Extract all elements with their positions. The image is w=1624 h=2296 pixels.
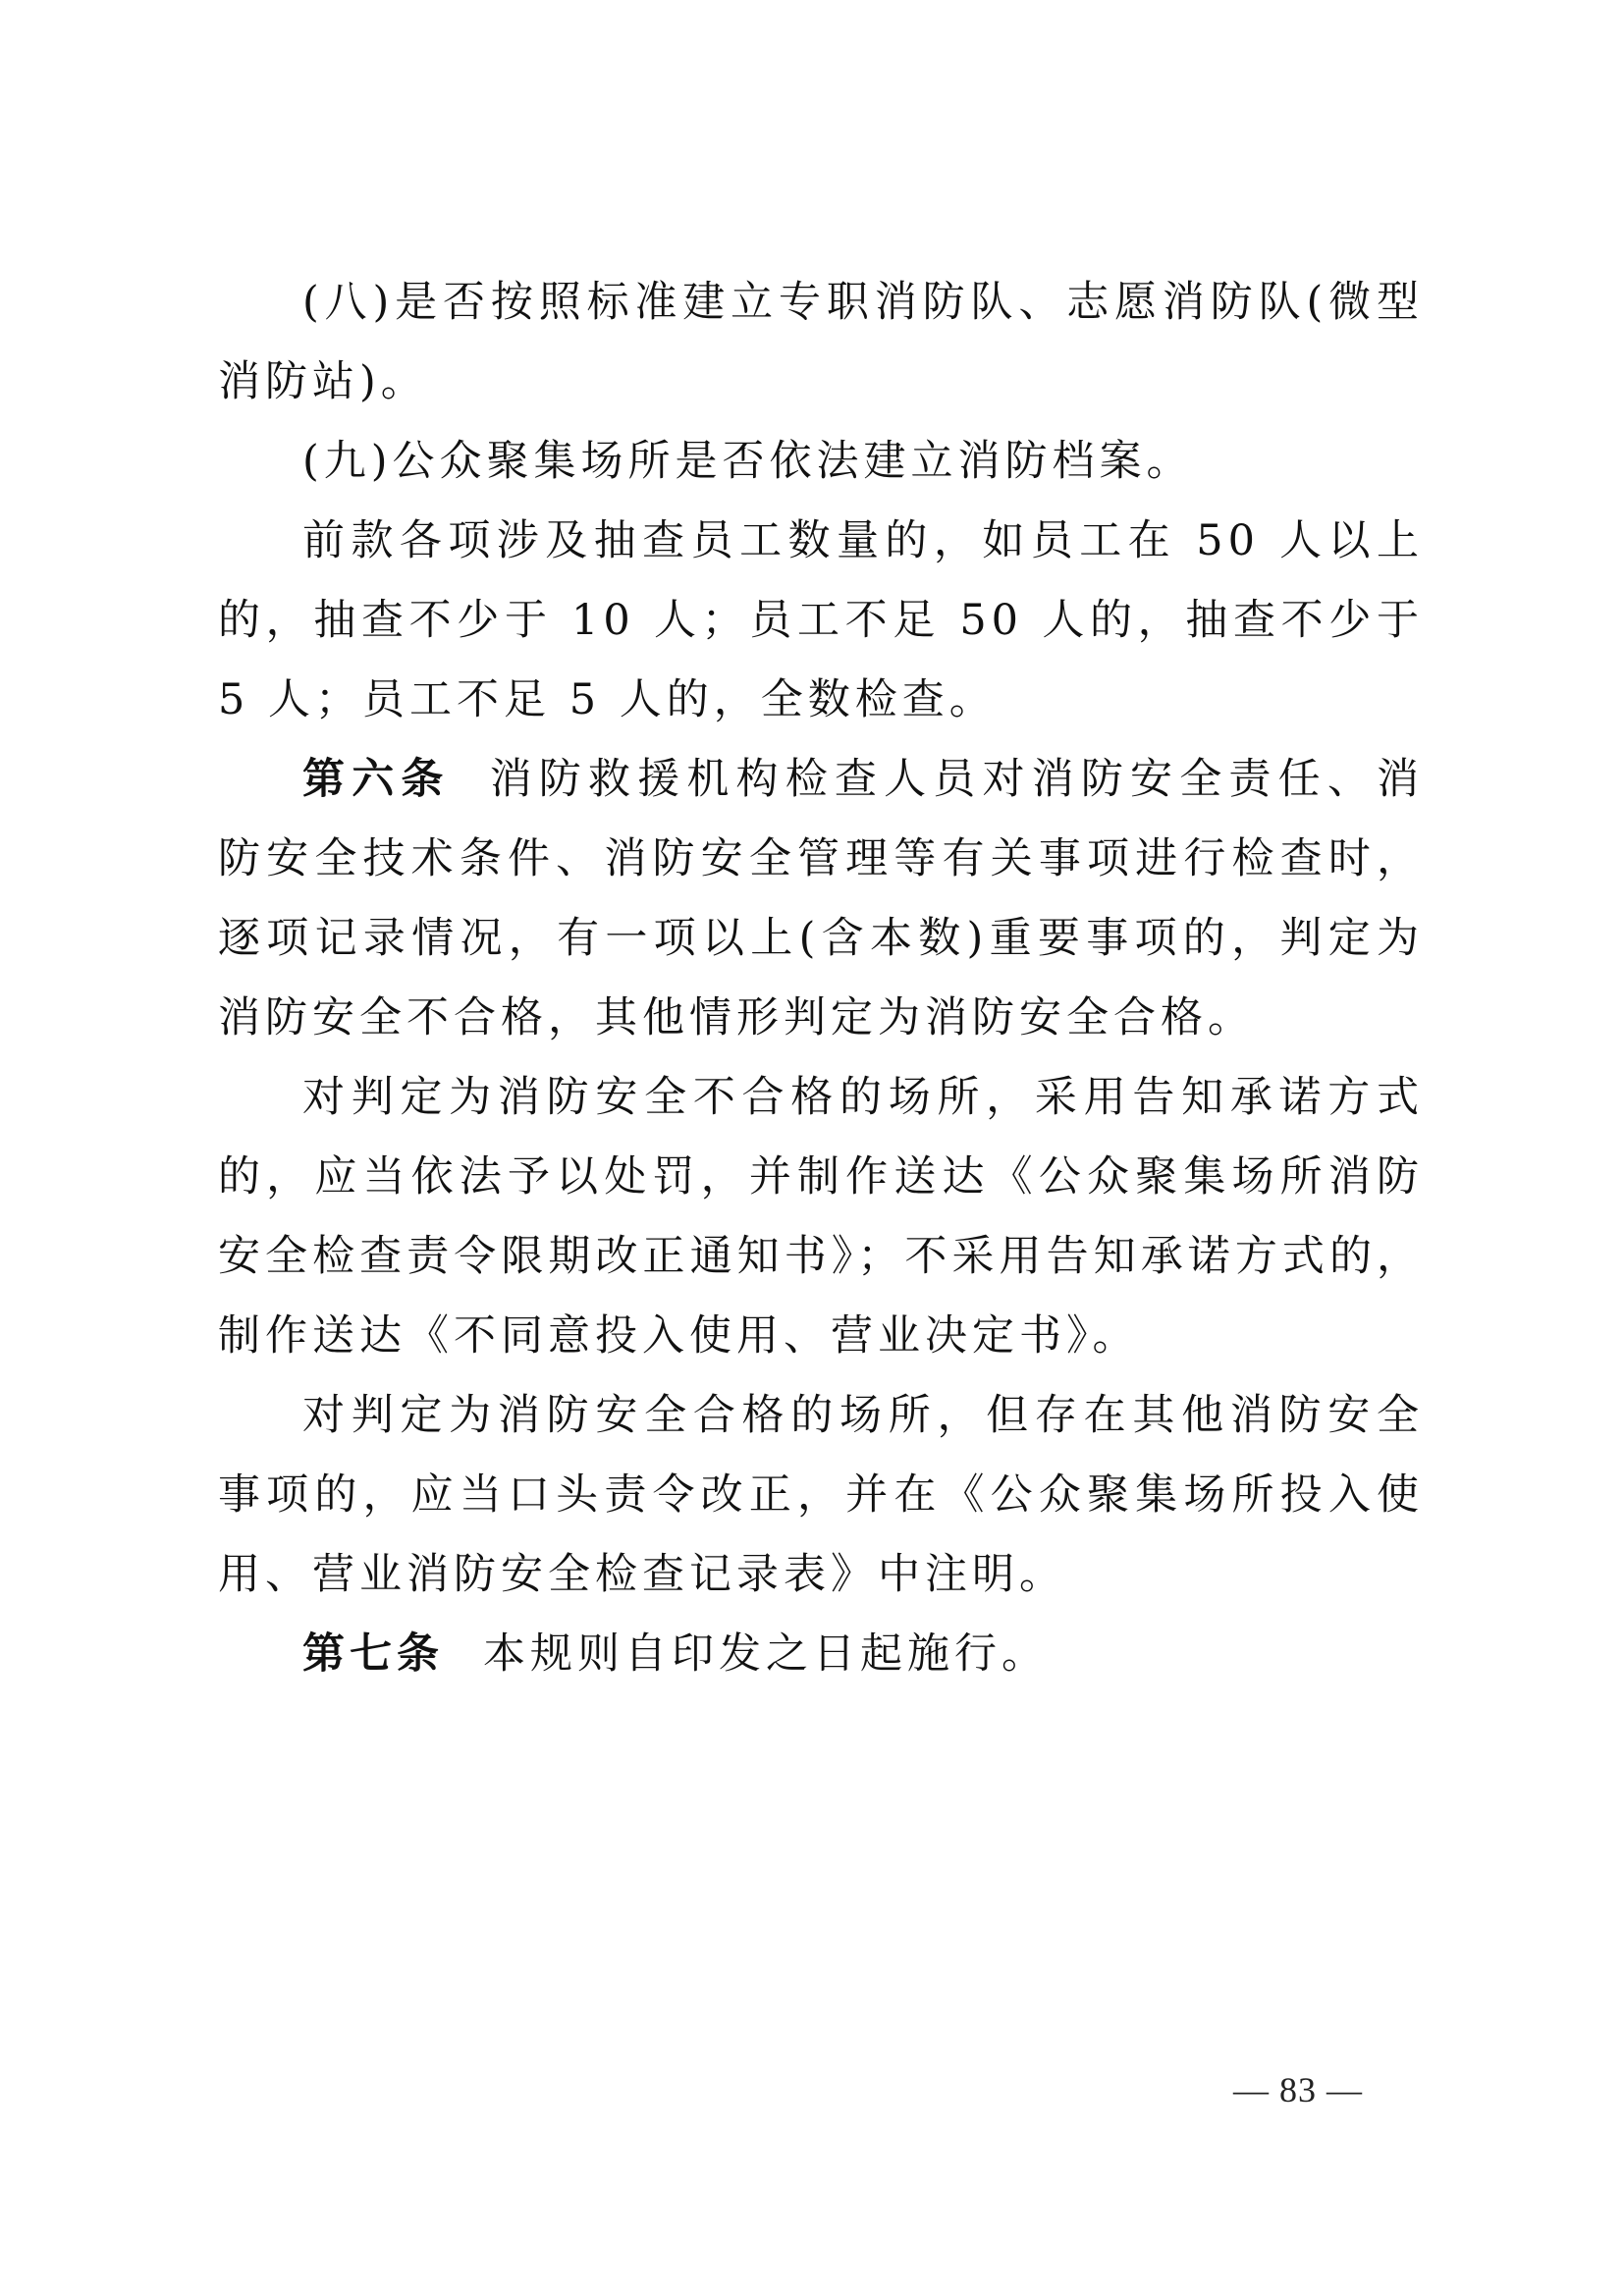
paragraph-text: (九)公众聚集场所是否依法建立消防档案。 xyxy=(302,437,1194,486)
document-body xyxy=(218,263,1424,1694)
paragraph-text: 本规则自印发之日起施行。 xyxy=(483,1629,1049,1679)
paragraph-item-9 xyxy=(218,422,1424,502)
paragraph-text: 消防救援机构检查人员对消防安全责任、消防安全技术条件、消防安全管理等有关事项进行检查时，逐项记录情况，有一项以上(含本数)重要事项的，判定为消防安全不合格，其他情形判定为消防安全合格。 xyxy=(218,755,1425,1042)
page-number: — 83 — xyxy=(1233,2070,1363,2109)
paragraph-qualified xyxy=(218,1376,1424,1615)
paragraph-item-8 xyxy=(218,263,1424,422)
article-7 xyxy=(218,1615,1424,1694)
article-heading: 第七条 xyxy=(302,1629,444,1679)
paragraph-text: 对判定为消防安全不合格的场所，采用告知承诺方式的，应当依法予以处罚，并制作送达《公众聚集场所消防安全检查责令限期改正通知书》；不采用告知承诺方式的，制作送达《不同意投入使用、营业决定书》。 xyxy=(218,1073,1424,1361)
paragraph-unqualified xyxy=(218,1058,1424,1376)
paragraph-sampling-rule xyxy=(218,502,1424,740)
article-heading: 第六条 xyxy=(302,755,451,804)
article-6 xyxy=(218,740,1424,1058)
paragraph-text: 前款各项涉及抽查员工数量的，如员工在 50 人以上的，抽查不少于 10 人；员工不足 50 人的，抽查不少于 5 人；员工不足 5 人的，全数检查。 xyxy=(218,516,1424,724)
paragraph-text: (八)是否按照标准建立专职消防队、志愿消防队(微型消防站)。 xyxy=(218,278,1424,406)
paragraph-text: 对判定为消防安全合格的场所，但存在其他消防安全事项的，应当口头责令改正，并在《公众聚集场所投入使用、营业消防安全检查记录表》中注明。 xyxy=(218,1391,1424,1599)
